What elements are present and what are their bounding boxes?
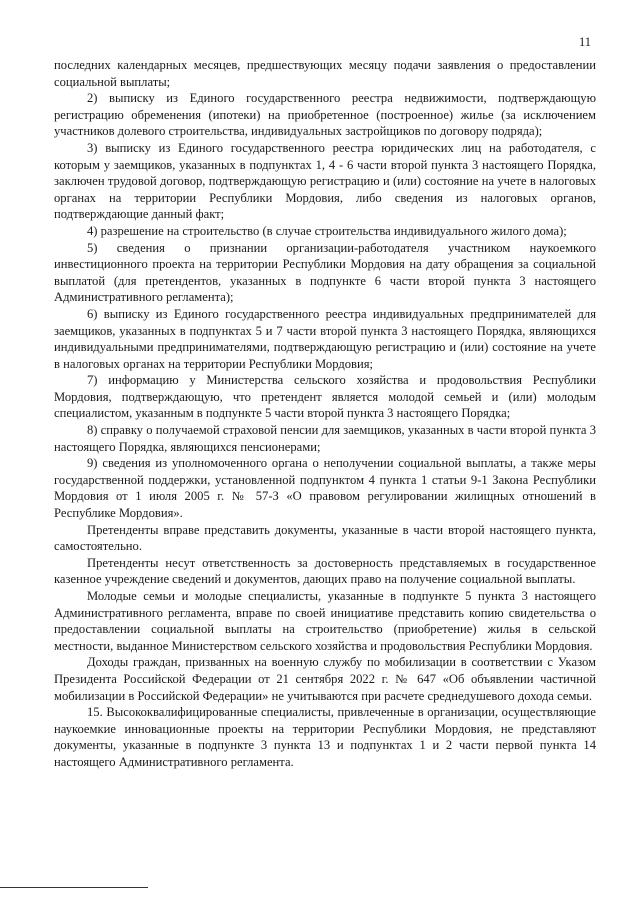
page-number: 11	[578, 35, 591, 49]
paragraph-item-6: 6) выписку из Единого государственного реестра индивидуальных предпринимателей для заемщиков, указанных в подпунктах 5 и 7 части второй пункта 3 настоящего Порядка, являющихся индивидуальными предпринимателями, подтверждающую регистрацию и (или) состояние на учете в налоговых органах на территории Республики Мордовия;	[54, 306, 596, 371]
paragraph-item-7: 7) информацию у Министерства сельского хозяйства и продовольствия Республики Мордовия, подтверждающую, что претендент является молодой семьей и (или) молодым специалистом, указанным в подпункте 5 части второй пункта 3 настоящего Порядка;	[54, 373, 596, 421]
paragraph-item-4: 4) разрешение на строительство (в случае строительства индивидуального жилого дома);	[87, 223, 567, 238]
paragraph-continuation: последних календарных месяцев, предшествующих месяцу подачи заявления о предоставлении социальной выплаты;	[54, 58, 596, 89]
paragraph-item-3: 3) выписку из Единого государственного реестра юридических лиц на работодателя, с которым у заемщиков, указанных в подпунктах 1, 4 - 6 части второй пункта 3 настоящего Порядка, заключен трудовой договор, подтверждающую регистрацию и (или) состояние на учете в налоговых органах на территории Республики Мордовия, либо сведения из налоговых органов, подтверждающие данный факт;	[54, 140, 596, 222]
paragraph-young-families: Молодые семьи и молодые специалисты, указанные в подпункте 5 пункта 3 настоящего Административного регламента, вправе по своей инициативе представить копию свидетельства о предоставлении социальной выплаты на строительство (приобретение) жилья в сельской местности, выданное Министерством сельского хозяйства и продовольствия Республики Мордовия.	[54, 589, 596, 653]
paragraph-mobilization-income: Доходы граждан, призванных на военную службу по мобилизации в соответствии с Указом Президента Российской Федерации от 21 сентября 2022 г. № 647 «Об объявлении частичной мобилизации в Российской Федерации» не учитываются при расчете среднедушевого дохода семьи.	[54, 655, 596, 703]
paragraph-item-9: 9) сведения из уполномоченного органа о неполучении социальной выплаты, а также меры государственной поддержки, установленной подпунктом 4 пункта 1 статьи 9-1 Закона Республики Мордовия от 1 июля 2005 г. № 57-З «О правовом регулировании жилищных отношений в Республике Мордовия».	[54, 456, 596, 521]
paragraph-responsibility: Претенденты несут ответственность за достоверность представляемых в государственное казенное учреждение сведений и документов, дающих право на получение социальной выплаты.	[54, 555, 596, 587]
paragraph-section-15: 15. Высококвалифицированные специалисты, привлеченные в организации, осуществляющие наукоемкие инновационные проекты на территории Республики Мордовия, не представляют документы, указанные в подпункте 3 пункта 13 и подпунктах 1 и 2 части первой пункта 14 настоящего Административного регламента.	[54, 705, 596, 769]
document-body	[54, 57, 596, 771]
paragraph-item-8: 8) справку о получаемой страховой пенсии для заемщиков, указанных в части второй пункта 3 настоящего Порядка, являющихся пенсионерами;	[54, 423, 596, 454]
paragraph-item-5: 5) сведения о признании организации-работодателя участником наукоемкого инвестиционного проекта на территории Республики Мордовия на дату обращения за социальной выплатой (для претендентов, указанных в подпункте 6 части второй пункта 3 настоящего Административного регламента);	[54, 240, 596, 305]
paragraph-item-2: 2) выписку из Единого государственного реестра недвижимости, подтверждающую регистрацию обременения (ипотеки) на приобретенное (построенное) жилье (за исключением участников долевого строительства, индивидуальных застройщиков по договору подряда);	[54, 91, 596, 139]
paragraph-self-submission: Претенденты вправе представить документы, указанные в части второй настоящего пункта, самостоятельно.	[54, 522, 596, 554]
footnote-divider	[0, 887, 148, 888]
